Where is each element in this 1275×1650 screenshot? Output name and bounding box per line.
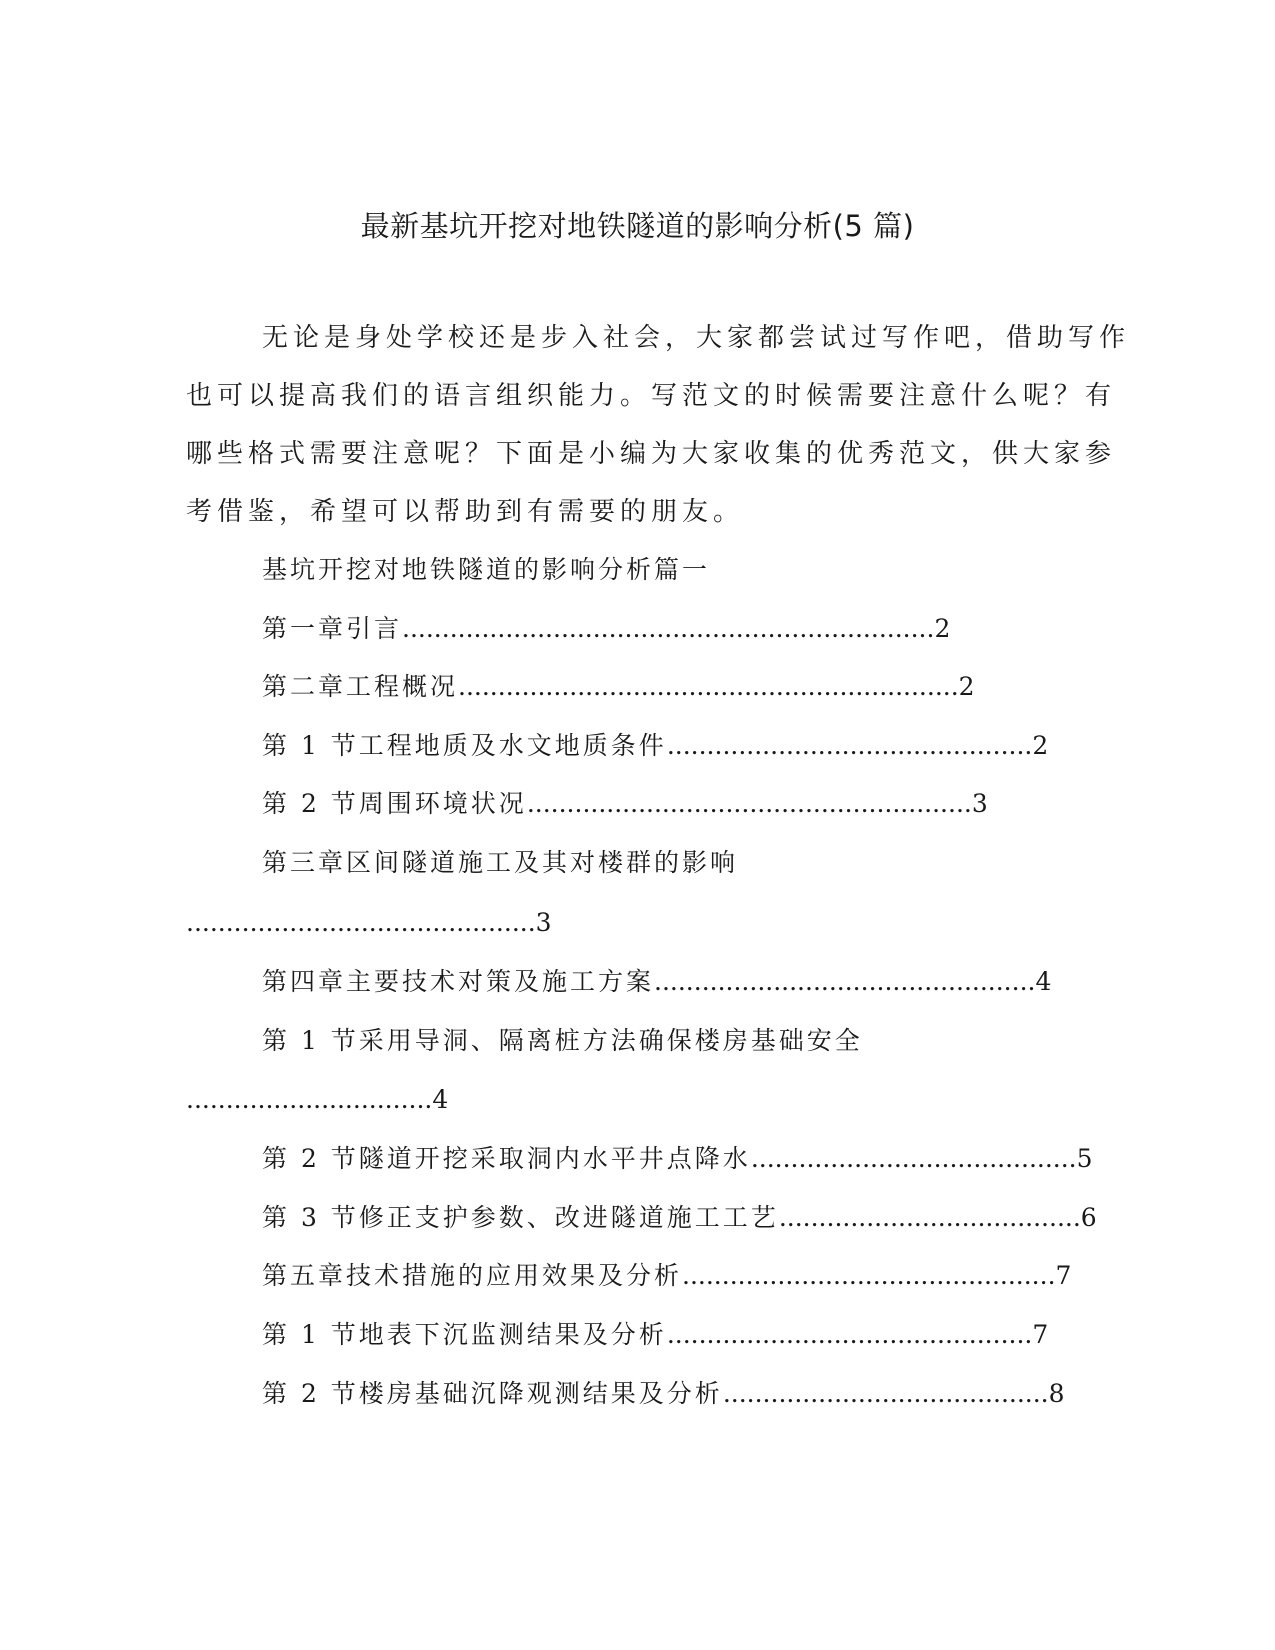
toc-entry-page: 4	[432, 1085, 449, 1114]
toc-entry-leader: ............................................	[186, 908, 536, 937]
toc-entry-label: 第 1 节采用导洞、隔离桩方法确保楼房基础安全	[262, 1026, 863, 1055]
toc-entry	[262, 784, 988, 824]
toc-entry	[262, 726, 1048, 766]
toc-entry	[262, 667, 975, 707]
toc-entry-page: 2	[958, 672, 975, 701]
toc-entry-label: 第五章技术措施的应用效果及分析	[262, 1261, 683, 1290]
section-heading: 基坑开挖对地铁隧道的影响分析篇一	[262, 555, 711, 584]
intro-line: 考借鉴，希望可以帮助到有需要的朋友。	[186, 497, 745, 527]
toc-entry-page: 3	[971, 789, 988, 818]
toc-entry-leader: ................................................	[654, 967, 1036, 996]
toc-entry-leader: ..............................................	[666, 731, 1033, 760]
toc-entry-label: 第 2 节楼房基础沉降观测结果及分析	[262, 1379, 723, 1408]
toc-entry-label: 第四章主要技术对策及施工方案	[262, 967, 655, 996]
toc-entry-leader: ..............................................	[666, 1320, 1033, 1349]
toc-entry-leader: .........................................	[722, 1379, 1049, 1408]
toc-entry-label: 第 1 节地表下沉监测结果及分析	[262, 1320, 667, 1349]
toc-entry-page: 2	[1032, 731, 1049, 760]
toc-entry-label: 第 1 节工程地质及水文地质条件	[262, 731, 667, 760]
toc-entry	[262, 1198, 1097, 1238]
toc-entry-page: 2	[934, 614, 951, 643]
toc-entry	[262, 1256, 1071, 1296]
toc-entry	[186, 903, 552, 943]
page-title: 最新基坑开挖对地铁隧道的影响分析(5 篇)	[360, 209, 915, 243]
toc-entry-label: 第 2 节隧道开挖采取洞内水平井点降水	[262, 1144, 751, 1173]
toc-entry-label: 第 2 节周围环境状况	[262, 789, 527, 818]
toc-entry-leader: ...............................................	[682, 1261, 1056, 1290]
toc-entry-label: 第三章区间隧道施工及其对楼群的影响	[262, 848, 739, 877]
toc-entry-page: 5	[1076, 1144, 1093, 1173]
toc-entry	[262, 1139, 1093, 1179]
toc-entry-page: 6	[1080, 1203, 1097, 1232]
toc-entry	[262, 962, 1051, 1002]
toc-entry-label: 第二章工程概况	[262, 672, 459, 701]
toc-entry-label: 第一章引言	[262, 614, 403, 643]
toc-entry-leader: ........................................................	[526, 789, 972, 818]
toc-entry-leader: ...............................................................	[458, 672, 959, 701]
toc-entry-label: 第 3 节修正支护参数、改进隧道施工工艺	[262, 1203, 779, 1232]
toc-entry-page: 7	[1055, 1261, 1072, 1290]
toc-entry	[262, 609, 950, 649]
intro-line: 也可以提高我们的语言组织能力。写范文的时候需要注意什么呢？有	[186, 381, 1117, 411]
toc-entry-leader: ...................................................................	[402, 614, 935, 643]
toc-entry-leader: .........................................	[750, 1144, 1077, 1173]
toc-entry	[262, 1315, 1048, 1355]
toc-entry-page: 3	[535, 908, 552, 937]
toc-entry-page: 7	[1032, 1320, 1049, 1349]
toc-entry-leader: ...............................	[186, 1085, 433, 1114]
intro-line: 哪些格式需要注意呢？下面是小编为大家收集的优秀范文，供大家参	[186, 439, 1117, 469]
toc-entry	[186, 1080, 448, 1120]
toc-entry-leader: ......................................	[778, 1203, 1081, 1232]
toc-entry-page: 4	[1035, 967, 1052, 996]
intro-line: 无论是身处学校还是步入社会，大家都尝试过写作吧，借助写作	[262, 323, 1131, 353]
toc-entry	[262, 1374, 1065, 1414]
toc-entry-page: 8	[1048, 1379, 1065, 1408]
